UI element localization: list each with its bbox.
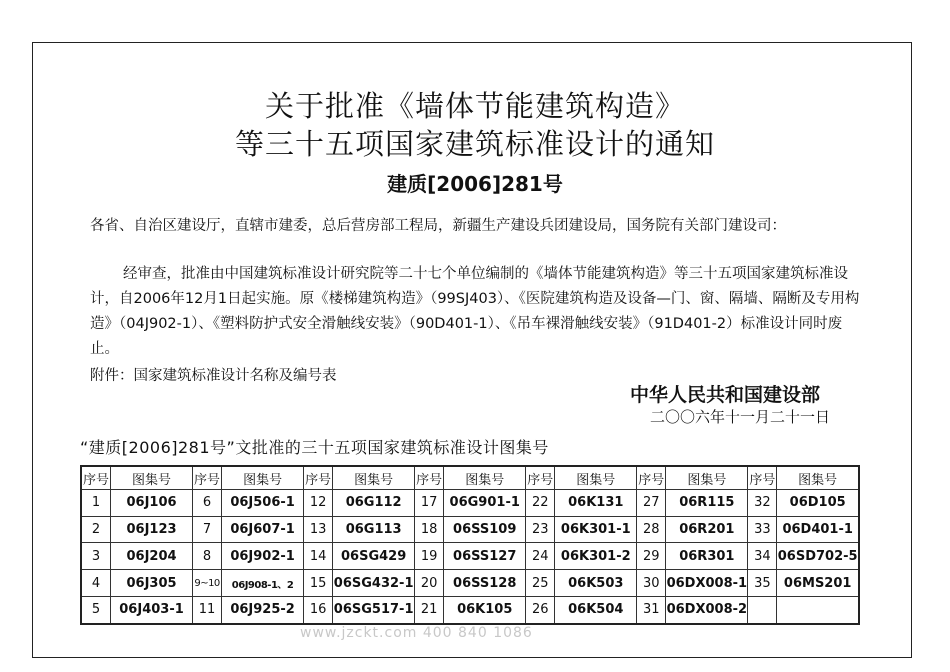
- atlas-number-cell: 06SS128: [444, 570, 526, 597]
- atlas-number-cell: 06MS201: [777, 570, 859, 597]
- table-header-row: [81, 466, 859, 490]
- atlas-number-cell: 06DX008-2: [666, 596, 748, 624]
- serial-number-cell: 29: [637, 543, 666, 570]
- serial-number-cell: [748, 596, 777, 624]
- atlas-number-cell: 06J925-2: [222, 596, 304, 624]
- header-serial-number: 序号: [637, 466, 666, 490]
- table-row: [81, 570, 859, 597]
- atlas-number-table: [80, 465, 860, 625]
- atlas-number-cell: 06K301-2: [555, 543, 637, 570]
- atlas-number-cell: 06K131: [555, 490, 637, 517]
- document-number: 建质[2006]281号: [387, 172, 563, 196]
- serial-number-cell: 33: [748, 516, 777, 543]
- atlas-number-cell: 06DX008-1: [666, 570, 748, 597]
- atlas-number-cell: 06J123: [111, 516, 193, 543]
- atlas-number-cell: 06G113: [333, 516, 415, 543]
- serial-number-cell: 20: [415, 570, 444, 597]
- atlas-number-cell: 06J204: [111, 543, 193, 570]
- atlas-number-cell: 06D105: [777, 490, 859, 517]
- atlas-number-cell: 06K105: [444, 596, 526, 624]
- serial-number-cell: 23: [526, 516, 555, 543]
- notice-title-line-1: 关于批准《墙体节能建筑构造》: [264, 89, 685, 123]
- header-serial-number: 序号: [304, 466, 333, 490]
- header-serial-number: 序号: [415, 466, 444, 490]
- serial-number-cell: 19: [415, 543, 444, 570]
- notice-title-line-2: 等三十五项国家建筑标准设计的通知: [234, 127, 715, 161]
- serial-number-cell: 18: [415, 516, 444, 543]
- serial-number-cell: 13: [304, 516, 333, 543]
- serial-number-cell: 5: [81, 596, 111, 624]
- serial-number-cell: 12: [304, 490, 333, 517]
- atlas-number-cell: 06J106: [111, 490, 193, 517]
- atlas-number-cell: 06SS109: [444, 516, 526, 543]
- atlas-number-cell: 06G112: [333, 490, 415, 517]
- atlas-number-cell: 06J403-1: [111, 596, 193, 624]
- serial-number-cell: 17: [415, 490, 444, 517]
- table-row: [81, 516, 859, 543]
- atlas-number-cell: 06J607-1: [222, 516, 304, 543]
- serial-number-cell: 22: [526, 490, 555, 517]
- header-serial-number: 序号: [81, 466, 111, 490]
- table-row: [81, 543, 859, 570]
- serial-number-cell: 26: [526, 596, 555, 624]
- serial-number-cell: 34: [748, 543, 777, 570]
- atlas-number-cell: [777, 596, 859, 624]
- atlas-number-cell: 06SG432-1: [333, 570, 415, 597]
- addressees: 各省、自治区建设厅，直辖市建委，总后营房部工程局，新疆生产建设兵团建设局，国务院有关部门建设司：: [90, 218, 786, 234]
- header-serial-number: 序号: [193, 466, 222, 490]
- header-atlas-number: 图集号: [555, 466, 637, 490]
- header-atlas-number: 图集号: [777, 466, 859, 490]
- atlas-number-cell: 06G901-1: [444, 490, 526, 517]
- serial-number-cell: 15: [304, 570, 333, 597]
- atlas-number-cell: 06K301-1: [555, 516, 637, 543]
- serial-number-cell: 31: [637, 596, 666, 624]
- atlas-number-cell: 06J908-1、2: [222, 570, 304, 597]
- atlas-number-cell: 06R301: [666, 543, 748, 570]
- attachment-note: 附件：国家建筑标准设计名称及编号表: [90, 368, 337, 384]
- watermark: www.jzckt.com 400 840 1086: [300, 625, 533, 641]
- atlas-number-cell: 06D401-1: [777, 516, 859, 543]
- signatory: 中华人民共和国建设部: [630, 384, 821, 406]
- serial-number-cell: 4: [81, 570, 111, 597]
- serial-number-cell: 27: [637, 490, 666, 517]
- atlas-number-cell: 06J902-1: [222, 543, 304, 570]
- atlas-number-cell: 06J305: [111, 570, 193, 597]
- serial-number-cell: 7: [193, 516, 222, 543]
- serial-number-cell: 16: [304, 596, 333, 624]
- header-serial-number: 序号: [526, 466, 555, 490]
- atlas-number-cell: 06K504: [555, 596, 637, 624]
- table-caption: “建质[2006]281号”文批准的三十五项国家建筑标准设计图集号: [80, 438, 549, 457]
- serial-number-cell: 30: [637, 570, 666, 597]
- atlas-number-cell: 06SG429: [333, 543, 415, 570]
- atlas-number-cell: 06SS127: [444, 543, 526, 570]
- serial-number-cell: 1: [81, 490, 111, 517]
- serial-number-cell: 24: [526, 543, 555, 570]
- table-row: [81, 490, 859, 517]
- header-atlas-number: 图集号: [444, 466, 526, 490]
- serial-number-cell: 32: [748, 490, 777, 517]
- notice-body: 经审查，批准由中国建筑标准设计研究院等二十七个单位编制的《墙体节能建筑构造》等三十五项国家建筑标准设计，自2006年12月1日起实施。原《楼梯建筑构造》（99SJ403）、《医院建筑构造及设备—门、窗、隔墙、隔断及专用构造》（04J902-1）、《塑料防护式安全滑触线安装》（90D401-1）、《吊车裸滑触线安装》（91D401-2）标准设计同时废止。: [90, 266, 860, 357]
- header-atlas-number: 图集号: [333, 466, 415, 490]
- issue-date: 二〇〇六年十一月二十一日: [650, 408, 831, 426]
- atlas-number-cell: 06SD702-5: [777, 543, 859, 570]
- atlas-number-cell: 06K503: [555, 570, 637, 597]
- serial-number-cell: 35: [748, 570, 777, 597]
- serial-number-cell: 3: [81, 543, 111, 570]
- serial-number-cell: 6: [193, 490, 222, 517]
- atlas-number-cell: 06SG517-1: [333, 596, 415, 624]
- serial-number-cell: 8: [193, 543, 222, 570]
- serial-number-cell: 2: [81, 516, 111, 543]
- serial-number-cell: 25: [526, 570, 555, 597]
- header-atlas-number: 图集号: [222, 466, 304, 490]
- header-serial-number: 序号: [748, 466, 777, 490]
- atlas-number-cell: 06R201: [666, 516, 748, 543]
- serial-number-cell: 11: [193, 596, 222, 624]
- header-atlas-number: 图集号: [666, 466, 748, 490]
- atlas-number-cell: 06J506-1: [222, 490, 304, 517]
- atlas-number-cell: 06R115: [666, 490, 748, 517]
- serial-number-cell: 21: [415, 596, 444, 624]
- table-row: [81, 596, 859, 624]
- serial-number-cell: 14: [304, 543, 333, 570]
- serial-number-cell: 28: [637, 516, 666, 543]
- serial-number-cell: 9~10: [193, 570, 222, 597]
- header-atlas-number: 图集号: [111, 466, 193, 490]
